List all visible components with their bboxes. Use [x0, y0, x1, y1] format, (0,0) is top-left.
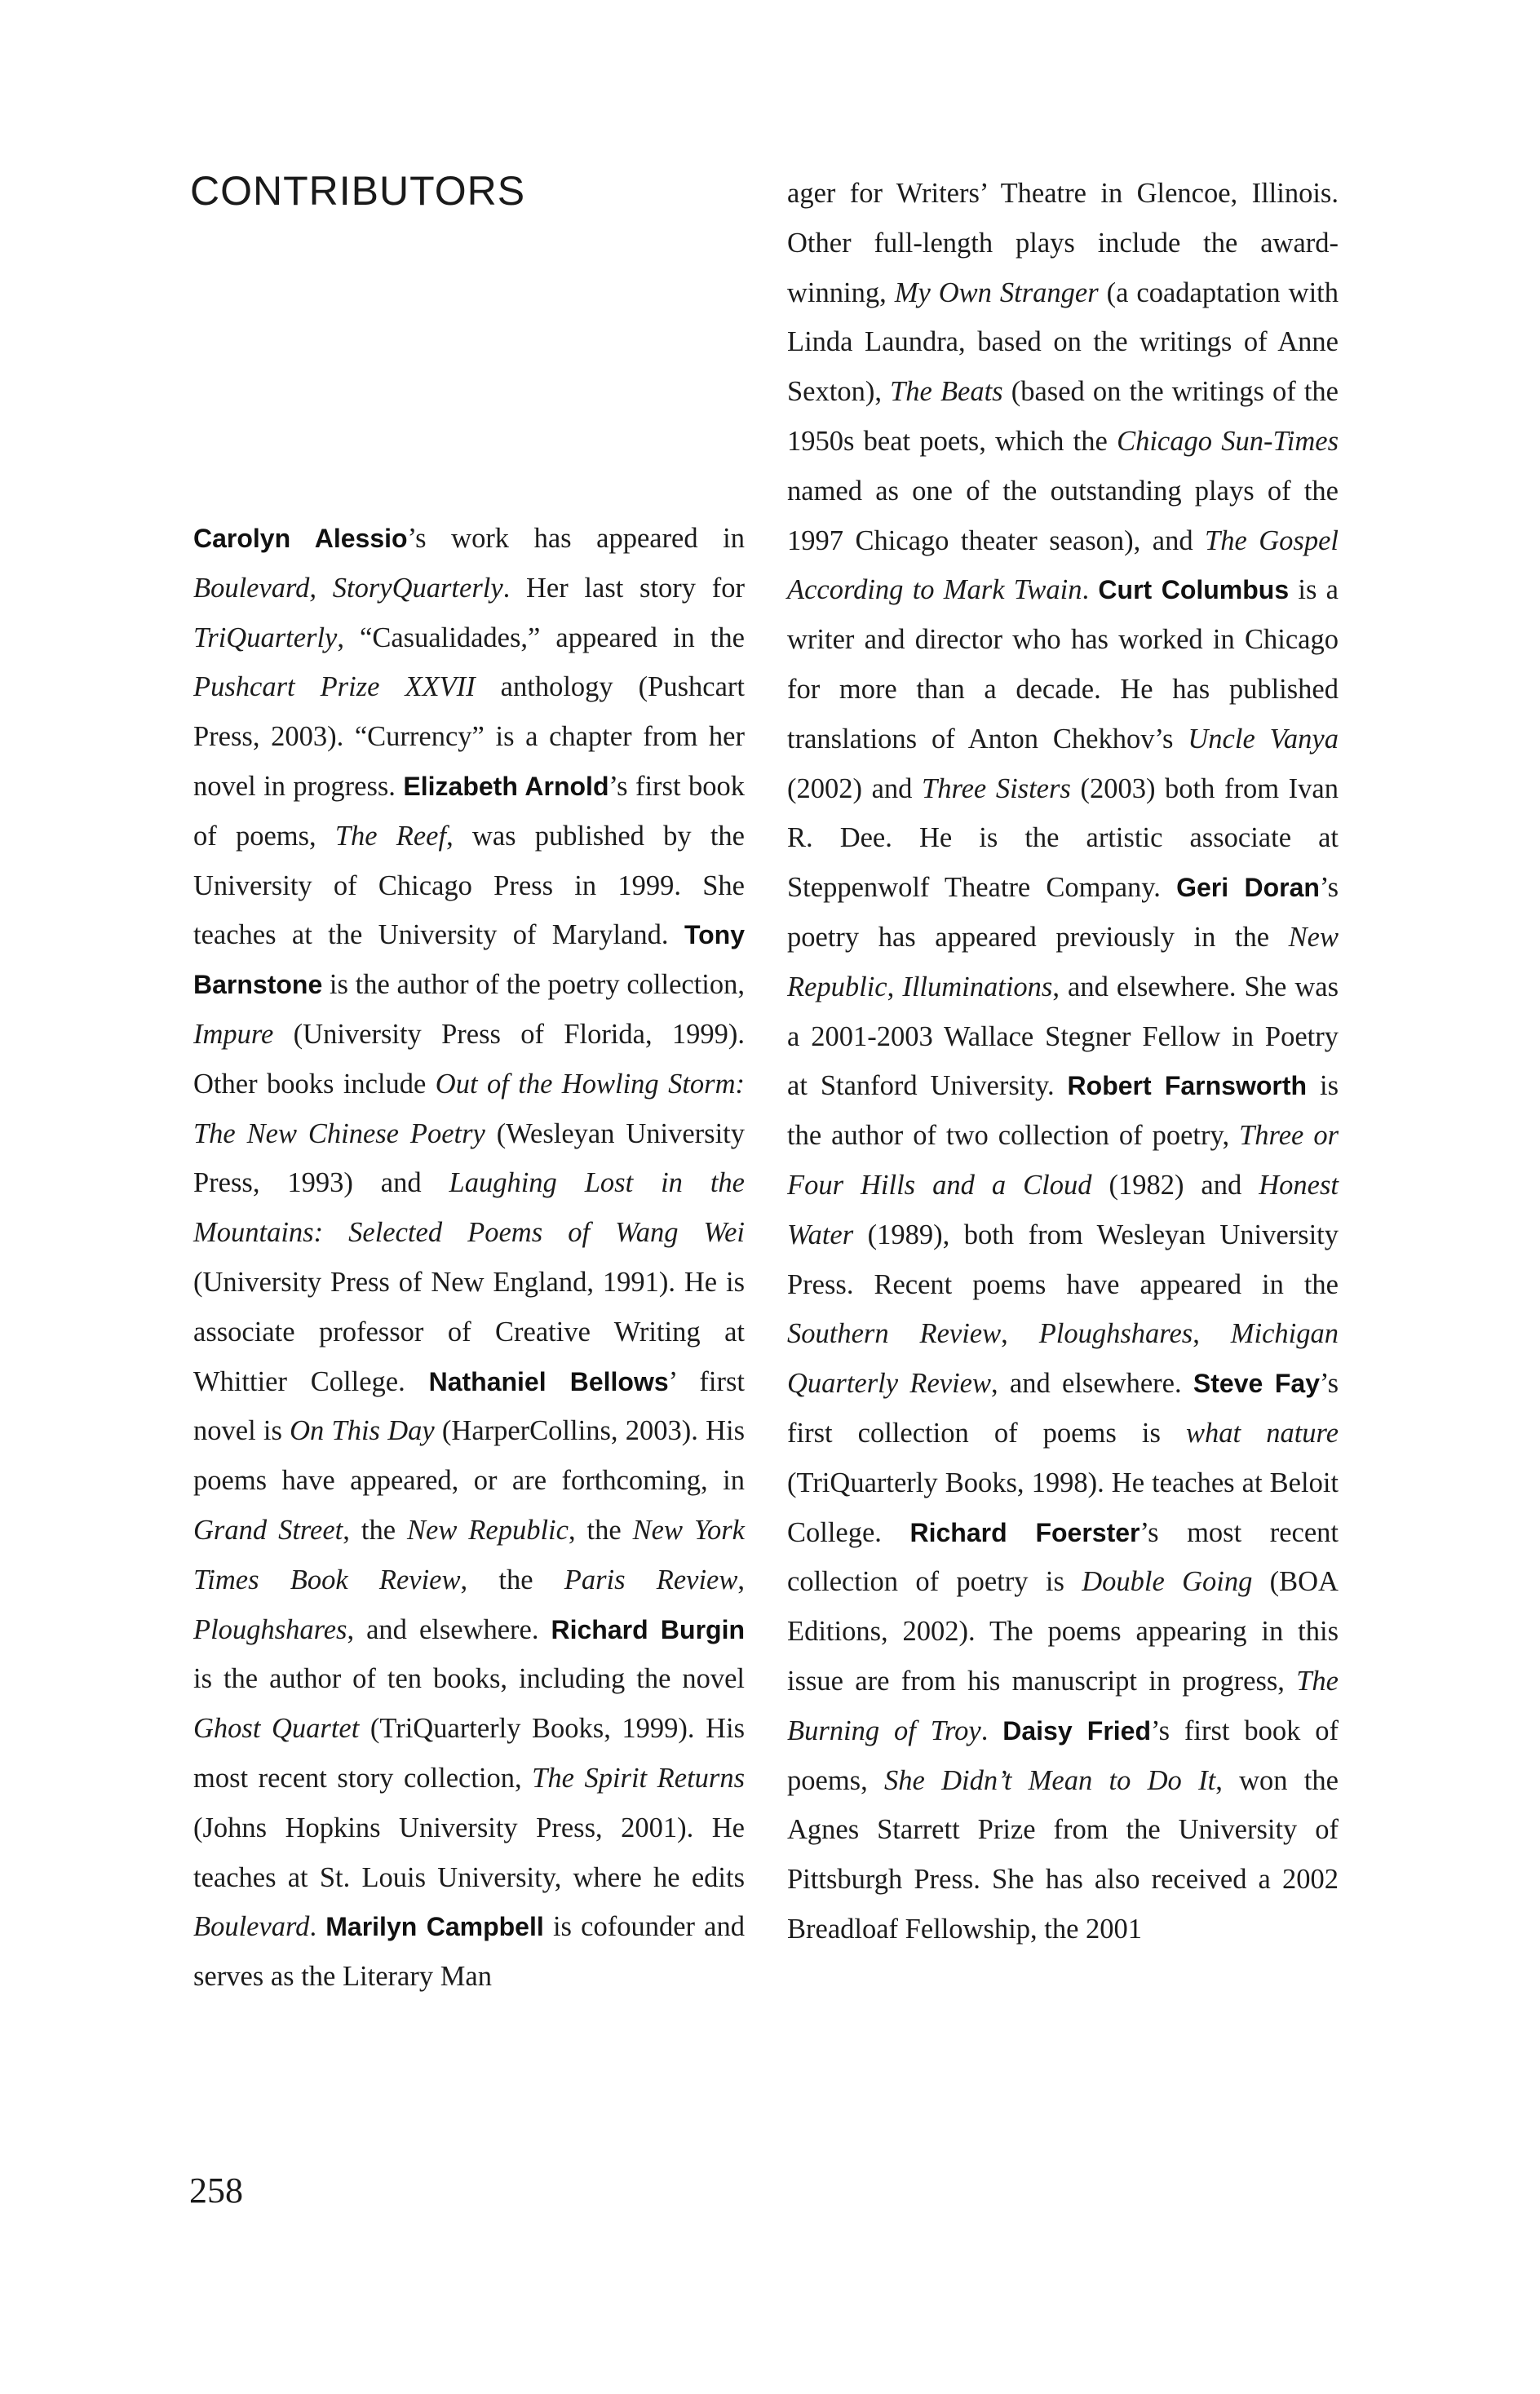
bio-text: is the author of ten books, including the novel: [193, 1663, 745, 1695]
contributor-name: Geri Doran: [1176, 873, 1320, 903]
bio-italic: New Republic: [787, 921, 1339, 1002]
bio-italic: My Own Stranger: [894, 277, 1099, 308]
bio-text: (TriQuarterly Books, 1998). He teaches at Beloit College.: [787, 1467, 1339, 1548]
bio-text: (Wesleyan University Press, 1993) and: [193, 1117, 745, 1199]
bio-italic: Paris Review: [564, 1564, 738, 1595]
bio-text: is the author of the poetry collection,: [322, 969, 745, 1001]
contributor-name: Robert Farnsworth: [1067, 1071, 1308, 1101]
bio-italic: New Republic: [407, 1514, 569, 1546]
bio-text: ,: [1001, 1318, 1039, 1350]
bio-italic: Impure: [193, 1018, 274, 1050]
bio-italic: Ghost Quartet: [193, 1713, 360, 1745]
bio-italic: Illuminations: [902, 971, 1053, 1002]
bio-text: . Her last story for: [502, 572, 745, 604]
contributor-name: Nathaniel Bellows: [428, 1366, 669, 1396]
bio-text: (based on the writings of the 1950s beat poets, which the: [787, 376, 1339, 457]
bio-italic: Ploughshares: [1038, 1318, 1193, 1350]
bio-text: is cofounder and serves as the Literary Man: [193, 1911, 745, 1993]
right-column: [787, 169, 1339, 1954]
bio-text: ,: [737, 1564, 745, 1595]
bio-italic: what nature: [1186, 1417, 1339, 1449]
bio-text: , the: [460, 1564, 564, 1595]
bio-text: , and elsewhere.: [990, 1368, 1193, 1400]
contributor-name: Carolyn Alessio: [193, 524, 408, 553]
bio-italic: Boulevard: [193, 1911, 310, 1943]
bio-italic: Uncle Vanya: [1188, 723, 1339, 754]
contributor-name: Tony Barnstone: [193, 920, 745, 1000]
right-column-text: [787, 169, 1339, 1954]
bio-text: (1989), both from Wesleyan University Press. Recent poems have appeared in the: [787, 1219, 1339, 1300]
bio-text: ager for Writers’ Theatre in Glencoe, Illinois. Other full-length plays include the award-winning,: [787, 178, 1339, 308]
bio-italic: Pushcart Prize XXVII: [193, 671, 476, 703]
bio-text: ’s first book of poems,: [193, 770, 746, 852]
contributor-name: Richard Burgin: [551, 1614, 746, 1644]
bio-text: , was published by the University of Chicago Press in 1999. She teaches at the University of Maryland.: [193, 820, 745, 951]
bio-italic: Three Sisters: [922, 772, 1071, 804]
bio-text: ,: [887, 971, 903, 1002]
bio-text: (University Press of New England, 1991). He is associate professor of Creative Writing at Whittier College.: [193, 1266, 745, 1397]
bio-italic: Ploughshares: [193, 1613, 347, 1645]
bio-text: (TriQuarterly Books, 1999). His most recent story collection,: [193, 1713, 746, 1794]
bio-text: (HarperCollins, 2003). His poems have appeared, or are forthcoming, in: [193, 1415, 745, 1497]
bio-italic: Chicago Sun-Times: [1117, 425, 1339, 457]
bio-text: ’s poetry has appeared previously in the: [787, 872, 1339, 953]
bio-italic: Double Going: [1082, 1566, 1253, 1598]
bio-text: ’s first collection of poems is: [787, 1368, 1339, 1449]
bio-text: , and elsewhere.: [347, 1613, 551, 1645]
contributor-name: Steve Fay: [1193, 1369, 1320, 1399]
bio-italic: The Beats: [890, 376, 1003, 408]
bio-italic: The Reef: [334, 820, 447, 852]
bio-italic: Three or Four Hills and a Cloud: [787, 1120, 1339, 1201]
bio-text: is the author of two collection of poetry,: [787, 1070, 1339, 1152]
page-number: 258: [189, 2171, 243, 2210]
bio-text: (1982) and: [1091, 1169, 1259, 1201]
bio-text: , the: [343, 1514, 407, 1546]
contributor-name: Elizabeth Arnold: [403, 771, 609, 801]
bio-text: ’s work has appeared in: [407, 523, 745, 554]
bio-text: anthology (Pushcart Press, 2003). “Currency” is a chapter from her novel in progress.: [193, 671, 745, 802]
contributor-name: Marilyn Campbell: [325, 1912, 544, 1942]
bio-text: , the: [568, 1514, 633, 1546]
bio-text: (Johns Hopkins University Press, 2001). He teaches at St. Louis University, where he edits: [193, 1812, 745, 1893]
bio-text: .: [309, 1911, 326, 1943]
bio-text: (2003) both from Ivan R. Dee. He is the artistic associate at Steppenwolf Theatre Company.: [787, 772, 1339, 904]
bio-italic: Michigan Quarterly Review: [787, 1318, 1339, 1400]
bio-italic: Laughing Lost in the Mountains: Selected Poems of Wang Wei: [193, 1167, 745, 1249]
bio-italic: She Didn’t Mean to Do It: [884, 1764, 1216, 1796]
bio-text: .: [1082, 574, 1099, 606]
bio-italic: Grand Street: [193, 1514, 343, 1546]
bio-italic: TriQuarterly: [193, 622, 338, 653]
bio-italic: Honest Water: [787, 1169, 1339, 1250]
bio-italic: On This Day: [290, 1415, 435, 1447]
bio-text: , and elsewhere. She was a 2001-2003 Wallace Stegner Fellow in Poetry at Stanford University.: [787, 971, 1339, 1102]
left-column-text: [193, 514, 745, 2002]
contributor-name: Curt Columbus: [1098, 575, 1290, 605]
bio-text: (a coadaptation with Linda Laundra, based on the writings of Anne Sexton),: [787, 277, 1339, 408]
bio-italic: Boulevard, StoryQuarterly: [193, 572, 503, 604]
bio-italic: The Gospel According to Mark Twain: [787, 524, 1339, 606]
bio-text: (BOA Editions, 2002). The poems appearing in this issue are from his manuscript in progress,: [787, 1566, 1339, 1697]
bio-italic: The Burning of Troy: [787, 1665, 1339, 1746]
bio-italic: The Spirit Returns: [532, 1762, 746, 1794]
bio-text: (University Press of Florida, 1999). Other books include: [193, 1018, 745, 1100]
bio-text: ’s first book of poems,: [787, 1715, 1339, 1796]
bio-text: ’ first novel is: [193, 1365, 745, 1447]
left-column: [193, 514, 745, 2002]
bio-text: .: [980, 1715, 1003, 1746]
contributor-name: Daisy Fried: [1002, 1715, 1151, 1746]
bio-text: named as one of the outstanding plays of the 1997 Chicago theater season), and: [787, 475, 1339, 556]
contributor-name: Richard Foerster: [909, 1517, 1140, 1547]
page-heading: CONTRIBUTORS: [190, 168, 526, 214]
bio-italic: New York Times Book Review: [193, 1514, 745, 1595]
bio-text: , “Casualidades,” appeared in the: [337, 622, 745, 653]
bio-text: is a writer and director who has worked in Chicago for more than a decade. He has published translations of Anton Chekhov’s: [787, 574, 1339, 754]
bio-text: ’s most recent collection of poetry is: [787, 1516, 1339, 1598]
bio-text: (2002) and: [787, 772, 923, 804]
bio-italic: Southern Review: [787, 1318, 1002, 1350]
bio-text: , won the Agnes Starrett Prize from the University of Pittsburgh Press. She has also received a 2002 Breadloaf Fellowship, the 2001: [787, 1764, 1339, 1945]
bio-italic: Out of the Howling Storm: The New Chinese Poetry: [193, 1068, 745, 1149]
bio-text: ,: [1193, 1318, 1231, 1350]
